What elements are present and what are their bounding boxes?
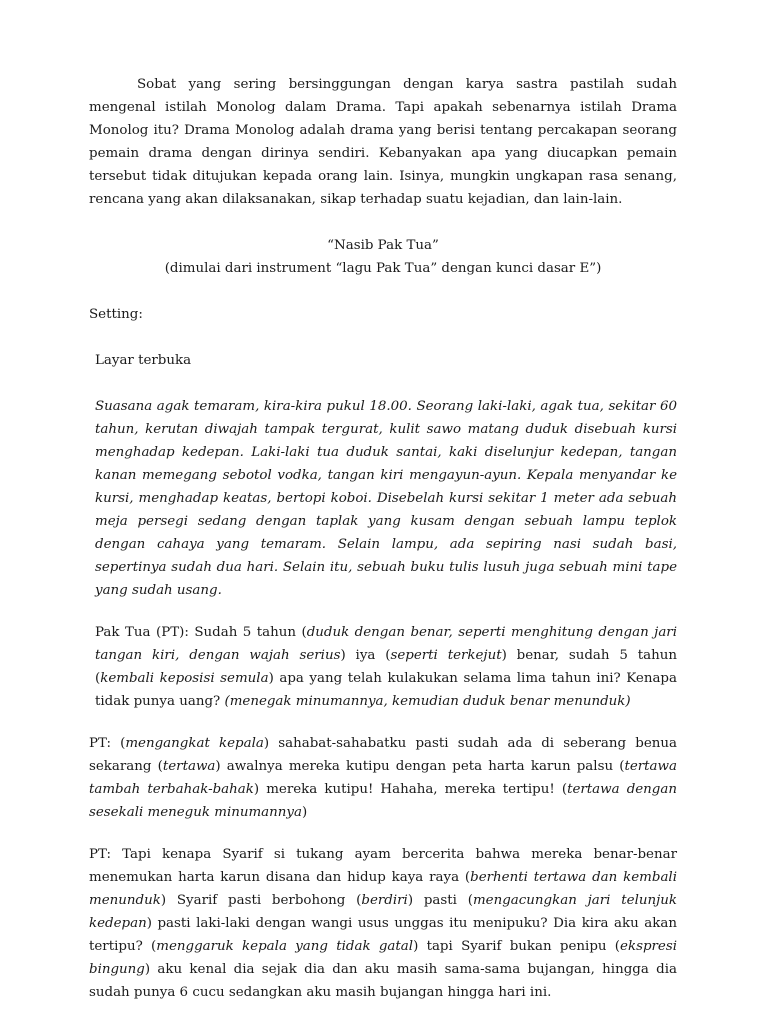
dialog-text: ) tapi Syarif bukan penipu ( [413,939,621,954]
setting-label: Setting: [89,307,143,322]
stage-direction: kembali keposisi semula [100,671,269,686]
dialog-text: ) [301,805,308,820]
dialog-paragraph-2 [89,732,677,824]
stage-direction: mengacungkan jari telunjuk kedepan [89,893,677,931]
stage-direction: berdiri [361,893,408,908]
dialog-text: ) iya ( [340,648,391,663]
stage-direction: mengangkat kepala [125,736,264,751]
stage-direction: berhenti tertawa dan kembali menunduk [89,870,677,908]
dialog-text: ) Syarif pasti berbohong ( [160,893,362,908]
dialog-paragraph-1 [89,621,677,713]
dialog-text: ) pasti laki-laki dengan wangi usus unggas itu menipuku? Dia kira aku akan tertipu? ( [89,916,677,954]
scene-description: Suasana agak temaram, kira-kira pukul 18.00. Seorang laki-laki, agak tua, sekitar 60 tahun, kerutan diwajah tampak tergurat, kulit sawo matang duduk disebuah kursi menghadap kedepan. Laki-laki tua duduk santai, kaki diselunjur kedepan, tangan kanan memegang sebotol vodka, tangan kiri mengayun-ayun. Kepala menyandar ke kursi, menghadap keatas, bertopi koboi. Disebelah kursi sekitar 1 meter ada sebuah meja persegi sedang dengan taplak yang kusam dengan sebuah lampu teplok dengan cahaya yang temaram. Selain lampu, ada sepiring nasi sudah basi, sepertinya sudah dua hari. Selain itu, sebuah buku tulis lusuh juga sebuah mini tape yang sudah usang. [95,399,677,598]
title-block [89,234,677,280]
dialog-text: ) apa yang telah kulakukan selama lima tahun ini? Kenapa tidak punya uang? [95,671,677,709]
document-page [89,73,677,1004]
intro-paragraph: Sobat yang sering bersinggungan dengan karya sastra pastilah sudah mengenal istilah Monolog dalam Drama. Tapi apakah sebenarnya istilah Drama Monolog itu? Drama Monolog adalah drama yang berisi tentang percakapan seorang pemain drama dengan dirinya sendiri. Kebanyakan apa yang diucapkan pemain tersebut tidak ditujukan kepada orang lain. Isinya, mungkin ungkapan rasa senang, rencana yang akan dilaksanakan, sikap terhadap suatu kejadian, dan lain-lain. [89,77,677,207]
dialog-text: ) pasti ( [407,893,473,908]
dialog-text: ) mereka kutipu! Hahaha, mereka tertipu! ( [253,782,568,797]
dialog-text: PT: ( [89,736,126,751]
dialog-text: PT: Tapi kenapa Syarif si tukang ayam bercerita bahwa mereka benar-benar menemukan harta karun disana dan hidup kaya raya ( [89,847,677,885]
curtain-line: Layar terbuka [95,353,192,368]
play-title: “Nasib Pak Tua” [327,238,439,253]
play-subtitle: (dimulai dari instrument “lagu Pak Tua” dengan kunci dasar E”) [164,261,602,276]
stage-direction: tertawa [162,759,216,774]
stage-direction: duduk dengan benar, seperti menghitung dengan jari tangan kiri, dengan wajah serius [95,625,677,663]
stage-direction: ekspresi bingung [89,939,677,977]
stage-direction: tertawa tambah terbahak-bahak [89,759,677,797]
dialog-text: ) awalnya mereka kutipu dengan peta harta karun palsu ( [215,759,625,774]
dialog-text: ) benar, sudah 5 tahun ( [95,648,677,686]
dialog-paragraph-3 [89,843,677,1004]
stage-direction: (menegak minumannya, kemudian duduk benar menunduk) [224,694,631,709]
stage-direction: seperti terkejut [390,648,502,663]
dialog-text: Pak Tua (PT): Sudah 5 tahun ( [95,625,307,640]
dialog-text: ) aku kenal dia sejak dia dan aku masih sama-sama bujangan, hingga dia sudah punya 6 cucu sedangkan aku masih bujangan hingga hari ini. [89,962,677,1000]
dialog-text: ) sahabat-sahabatku pasti sudah ada di seberang benua sekarang ( [89,736,677,774]
stage-direction: menggaruk kepala yang tidak gatal [156,939,414,954]
stage-direction: tertawa dengan sesekali meneguk minumannya [89,782,677,820]
